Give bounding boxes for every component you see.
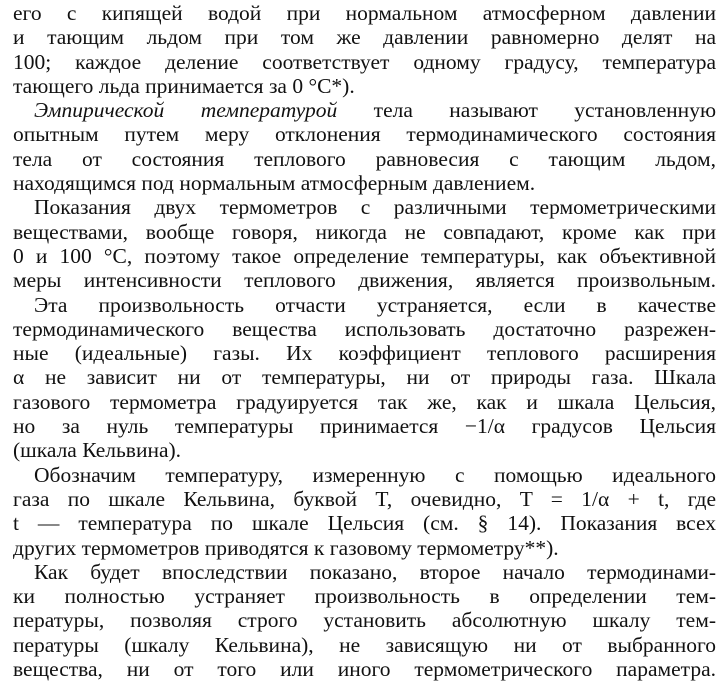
text-line: пературы, позволяя строго установить абсолютную шкалу тем- bbox=[13, 608, 716, 633]
text-line: Эта произвольность отчасти устраняется, если в качестве bbox=[34, 292, 716, 317]
text-line: ки полностью устраняет произвольность в определении тем- bbox=[13, 584, 716, 609]
text-line: находящимся под нормальным атмосферным давлением. bbox=[13, 171, 536, 196]
text-line: газа по шкале Кельвина, буквой T, очевидно, T = 1/α + t, где bbox=[13, 486, 716, 511]
text-line: но за нуль температуры принимается −1/α градусов Цельсия bbox=[13, 414, 716, 439]
line-rest: тела называют установленную bbox=[337, 98, 716, 123]
text-line: Как будет впоследствии показано, второе начало термодинами- bbox=[34, 559, 716, 584]
text-line: (шкала Кельвина). bbox=[13, 438, 182, 463]
text-line: тела от состояния теплового равновесия с тающим льдом, bbox=[13, 146, 716, 171]
paragraph-5 bbox=[13, 463, 716, 560]
text-line: термодинамического вещества использовать достаточно разрежен- bbox=[13, 316, 716, 341]
term-empirical-temperature: Эмпирической температурой bbox=[34, 98, 338, 123]
paragraph-4 bbox=[13, 293, 716, 463]
paragraph-6 bbox=[13, 560, 716, 681]
text-line: 0 и 100 °С, поэтому такое определение температуры, как объективной bbox=[13, 243, 716, 268]
text-line: веществами, вообще говоря, никогда не совпадают, кроме как при bbox=[13, 219, 716, 244]
text-line: других термометров приводятся к газовому термометру**). bbox=[13, 535, 559, 560]
text-line: t — температура по шкале Цельсия (см. § 14). Показания всех bbox=[13, 511, 716, 536]
text-line: и тающим льдом при том же давлении равномерно делят на bbox=[13, 25, 716, 50]
text-line: его с кипящей водой при нормальном атмосферном давлении bbox=[13, 1, 716, 25]
text-line: пературы (шкалу Кельвина), не зависящую ни от выбранного bbox=[13, 632, 716, 657]
text-line: опытным путем меру отклонения термодинамического состояния bbox=[13, 122, 716, 147]
text-line: Обозначим температуру, измеренную с помощью идеального bbox=[34, 462, 716, 487]
paragraph-2 bbox=[13, 98, 716, 195]
text-line: α не зависит ни от температуры, ни от природы газа. Шкала bbox=[13, 365, 716, 390]
text-line: 100; каждое деление соответствует одному градусу, температура bbox=[13, 49, 716, 74]
text-line: вещества, ни от того или иного термометрического параметра. bbox=[13, 657, 716, 681]
text-line: меры интенсивности теплового движения, является произвольным. bbox=[13, 268, 716, 293]
text-line bbox=[13, 98, 716, 122]
text-line: газового термометра градуируется так же, как и шкала Цельсия, bbox=[13, 389, 716, 414]
text-line: ные (идеальные) газы. Их коэффициент теплового расширения bbox=[13, 341, 716, 366]
paragraph-3 bbox=[13, 195, 716, 292]
text-line: Показания двух термометров с различными термометрическими bbox=[34, 195, 716, 220]
paragraph-1 bbox=[13, 1, 716, 98]
text-line: тающего льда принимается за 0 °С*). bbox=[13, 73, 355, 98]
